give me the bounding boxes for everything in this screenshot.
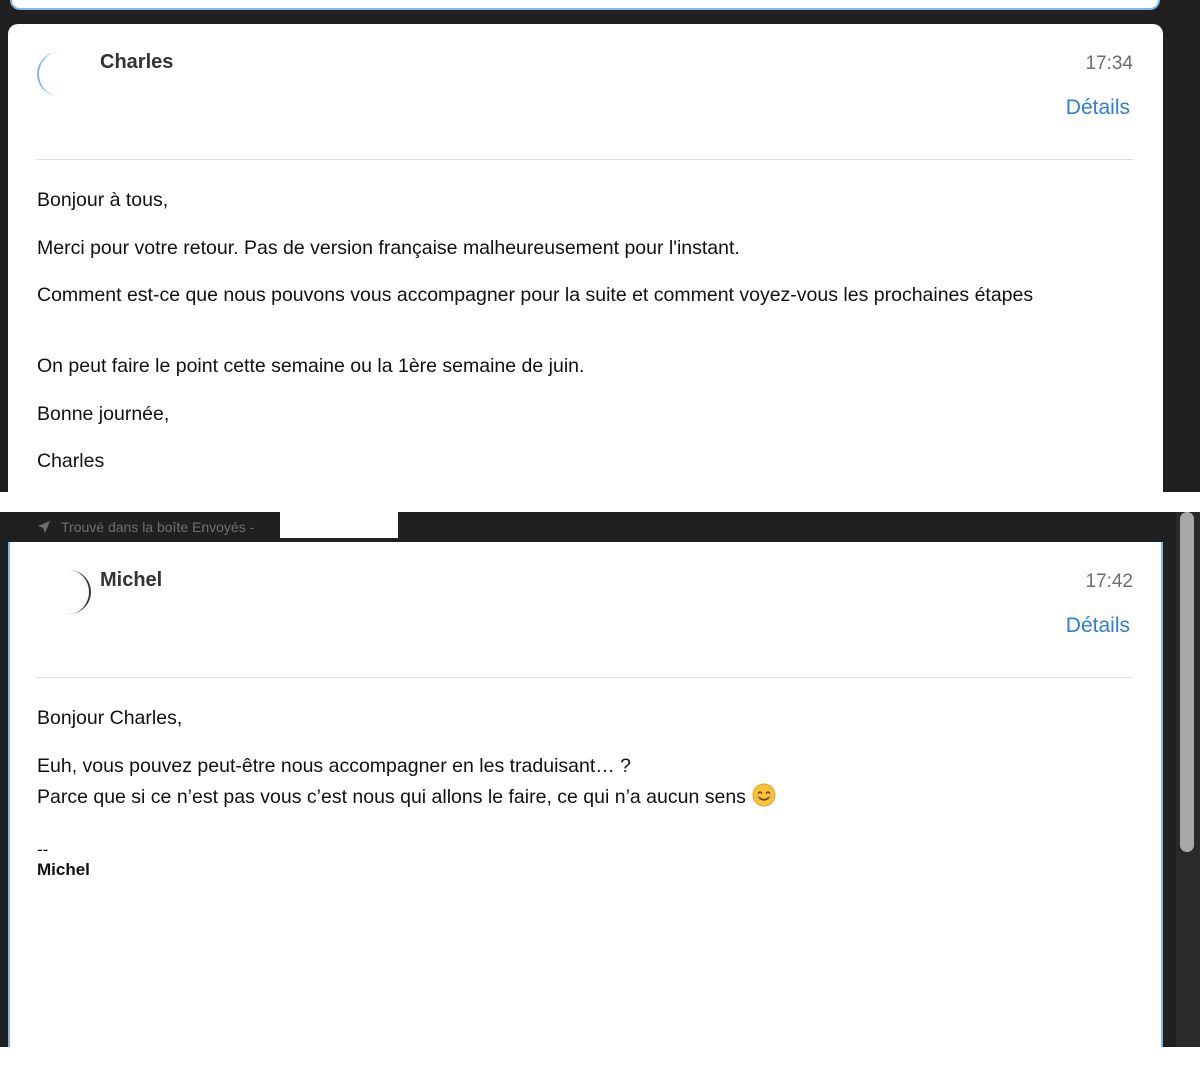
avatar: [37, 52, 81, 96]
details-link[interactable]: Détails: [1065, 96, 1130, 119]
bottom-margin: [0, 1047, 1200, 1069]
body-line: Bonjour à tous,: [37, 189, 169, 211]
body-line: Bonjour Charles,: [37, 707, 183, 729]
sender-name: Michel: [100, 569, 163, 591]
message-card-michel[interactable]: [8, 542, 1163, 1047]
signature-name: Michel: [37, 860, 90, 879]
body-line: Euh, vous pouvez peut-être nous accompagner en les traduisant… ?: [37, 755, 632, 777]
smiling-face-icon: [752, 783, 776, 807]
sent-folder-banner: [8, 512, 1168, 542]
mail-thread-pane-top: [0, 0, 1200, 492]
header-divider: [37, 677, 1133, 678]
message-time: 17:34: [1085, 53, 1133, 74]
sent-folder-text: Trouvé dans la boîte Envoyés -: [61, 519, 255, 535]
body-line: On peut faire le point cette semaine ou la 1ère semaine de juin.: [37, 355, 585, 377]
message-time: 17:42: [1085, 571, 1133, 592]
body-line-text: Parce que si ce n’est pas vous c’est nous qui allons le faire, ce qui n’a aucun sens: [37, 786, 746, 808]
body-line: Comment est-ce que nous pouvons vous accompagner pour la suite et comment voyez-vous les prochaines étapes: [37, 284, 1034, 306]
body-line: Bonne journée,: [37, 403, 170, 425]
paper-plane-icon: [37, 520, 51, 534]
header-divider: [37, 159, 1133, 160]
scrollbar[interactable]: [1176, 512, 1200, 1047]
sender-name: Charles: [100, 51, 174, 73]
body-line: Merci pour votre retour. Pas de version française malheureusement pour l'instant.: [37, 237, 740, 259]
screenshot-gap: [0, 492, 1200, 512]
body-line-with-emoji: [37, 782, 776, 812]
details-link[interactable]: Détails: [1065, 614, 1130, 637]
previous-message-card-edge: [10, 0, 1160, 10]
message-card-charles[interactable]: [8, 24, 1163, 494]
mail-thread-pane-bottom: [0, 512, 1200, 1047]
scrollbar-thumb[interactable]: [1180, 512, 1194, 852]
body-line: Charles: [37, 450, 105, 472]
redacted-area: [280, 512, 398, 538]
avatar: [47, 570, 91, 614]
signature-separator: --: [37, 840, 49, 859]
